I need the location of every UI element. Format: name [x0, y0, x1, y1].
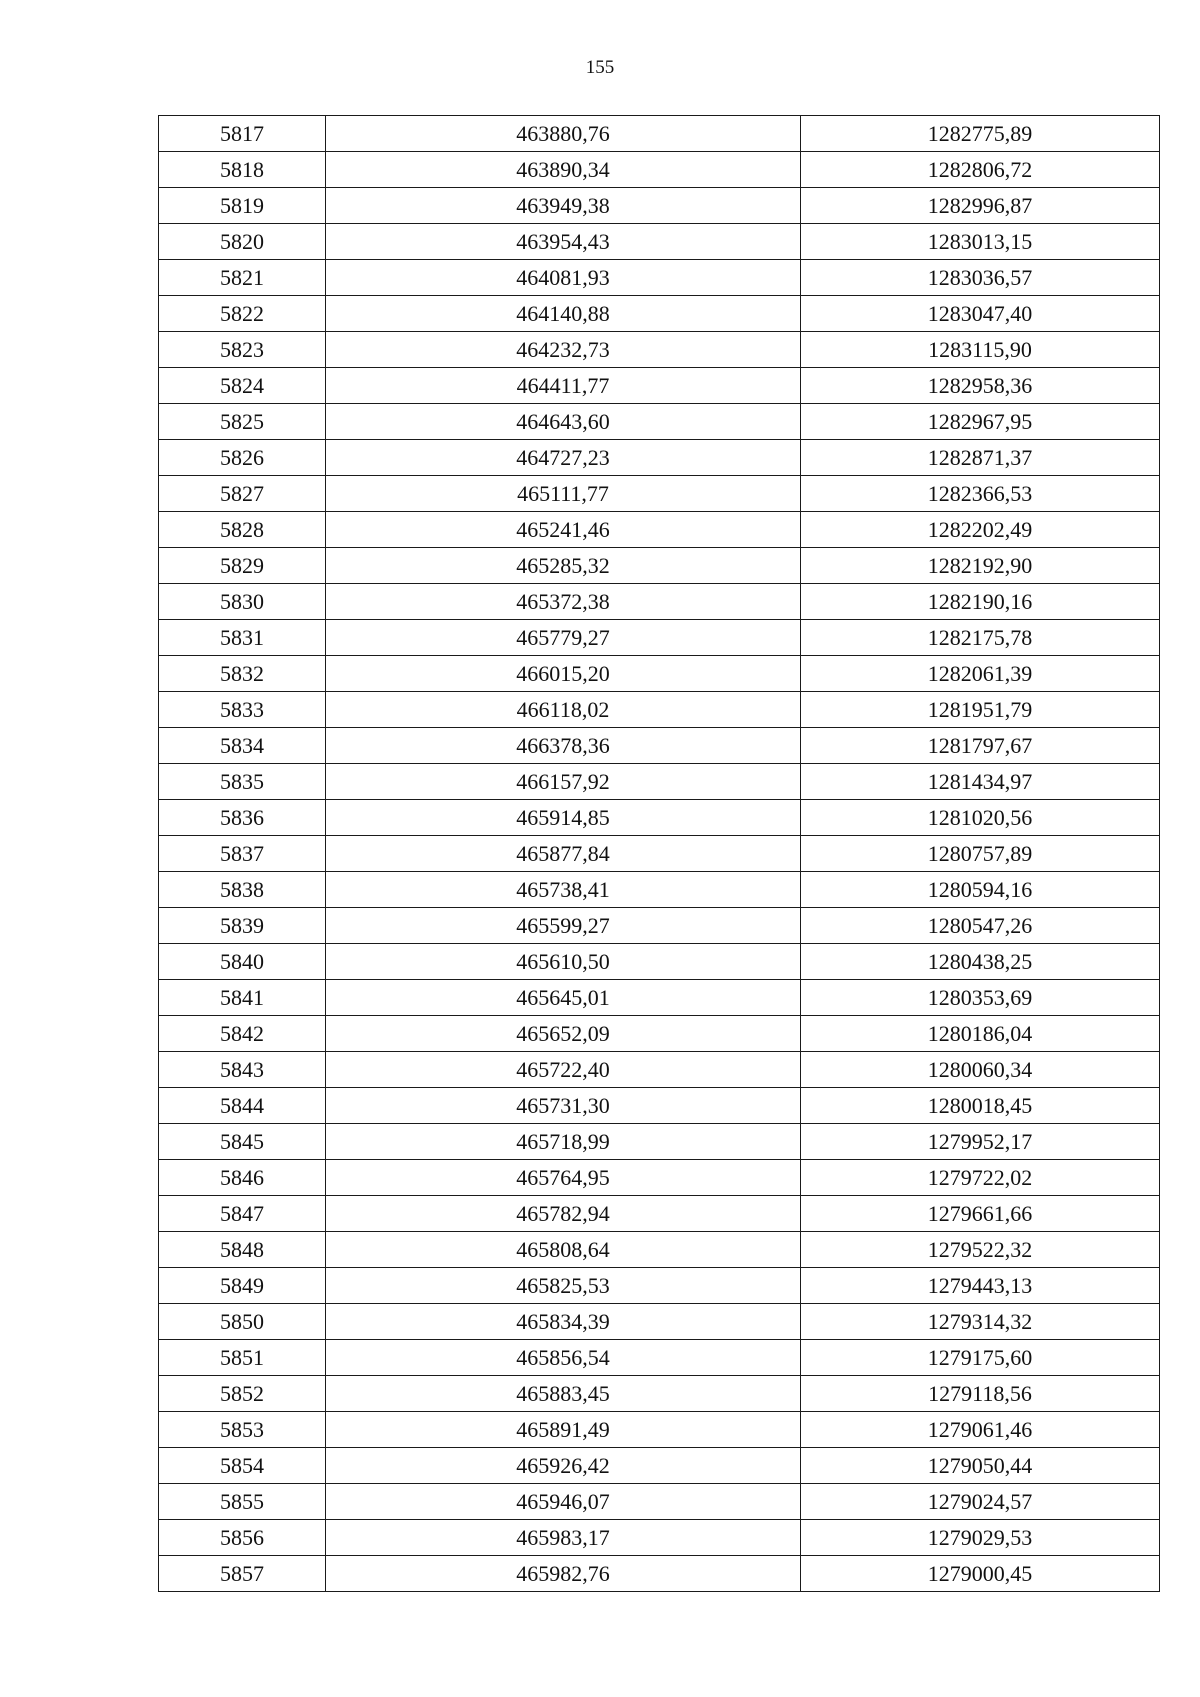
table-row	[159, 836, 1160, 872]
x-coordinate-cell: 463890,34	[326, 152, 801, 188]
table-row	[159, 1340, 1160, 1376]
point-number-cell: 5832	[159, 656, 326, 692]
point-number-cell: 5845	[159, 1124, 326, 1160]
y-coordinate-cell: 1281797,67	[801, 728, 1160, 764]
point-number-cell: 5826	[159, 440, 326, 476]
x-coordinate-cell: 463954,43	[326, 224, 801, 260]
y-coordinate-cell: 1282366,53	[801, 476, 1160, 512]
x-coordinate-cell: 465599,27	[326, 908, 801, 944]
point-number-cell: 5836	[159, 800, 326, 836]
y-coordinate-cell: 1282871,37	[801, 440, 1160, 476]
y-coordinate-cell: 1282190,16	[801, 584, 1160, 620]
point-number-cell: 5825	[159, 404, 326, 440]
point-number-cell: 5819	[159, 188, 326, 224]
y-coordinate-cell: 1279314,32	[801, 1304, 1160, 1340]
point-number-cell: 5854	[159, 1448, 326, 1484]
table-row	[159, 476, 1160, 512]
point-number-cell: 5824	[159, 368, 326, 404]
y-coordinate-cell: 1282996,87	[801, 188, 1160, 224]
table-row	[159, 728, 1160, 764]
y-coordinate-cell: 1280353,69	[801, 980, 1160, 1016]
table-row	[159, 908, 1160, 944]
x-coordinate-cell: 465983,17	[326, 1520, 801, 1556]
x-coordinate-cell: 465914,85	[326, 800, 801, 836]
point-number-cell: 5842	[159, 1016, 326, 1052]
x-coordinate-cell: 464411,77	[326, 368, 801, 404]
y-coordinate-cell: 1279029,53	[801, 1520, 1160, 1556]
y-coordinate-cell: 1279000,45	[801, 1556, 1160, 1592]
x-coordinate-cell: 465731,30	[326, 1088, 801, 1124]
y-coordinate-cell: 1283047,40	[801, 296, 1160, 332]
table-row	[159, 404, 1160, 440]
x-coordinate-cell: 464643,60	[326, 404, 801, 440]
table-row	[159, 152, 1160, 188]
table-row	[159, 980, 1160, 1016]
y-coordinate-cell: 1279952,17	[801, 1124, 1160, 1160]
table-row	[159, 296, 1160, 332]
table-row	[159, 1484, 1160, 1520]
point-number-cell: 5849	[159, 1268, 326, 1304]
table-row	[159, 800, 1160, 836]
point-number-cell: 5851	[159, 1340, 326, 1376]
x-coordinate-cell: 465834,39	[326, 1304, 801, 1340]
x-coordinate-cell: 466015,20	[326, 656, 801, 692]
y-coordinate-cell: 1282967,95	[801, 404, 1160, 440]
table-row	[159, 1232, 1160, 1268]
table-row	[159, 620, 1160, 656]
table-row	[159, 548, 1160, 584]
point-number-cell: 5817	[159, 116, 326, 152]
coordinates-table-body	[159, 116, 1160, 1592]
y-coordinate-cell: 1282202,49	[801, 512, 1160, 548]
y-coordinate-cell: 1281951,79	[801, 692, 1160, 728]
table-row	[159, 872, 1160, 908]
point-number-cell: 5820	[159, 224, 326, 260]
y-coordinate-cell: 1279175,60	[801, 1340, 1160, 1376]
y-coordinate-cell: 1280060,34	[801, 1052, 1160, 1088]
x-coordinate-cell: 465982,76	[326, 1556, 801, 1592]
point-number-cell: 5844	[159, 1088, 326, 1124]
y-coordinate-cell: 1281434,97	[801, 764, 1160, 800]
table-row	[159, 188, 1160, 224]
x-coordinate-cell: 463949,38	[326, 188, 801, 224]
y-coordinate-cell: 1282175,78	[801, 620, 1160, 656]
y-coordinate-cell: 1282775,89	[801, 116, 1160, 152]
x-coordinate-cell: 465825,53	[326, 1268, 801, 1304]
point-number-cell: 5829	[159, 548, 326, 584]
x-coordinate-cell: 465779,27	[326, 620, 801, 656]
table-row	[159, 656, 1160, 692]
x-coordinate-cell: 465877,84	[326, 836, 801, 872]
coordinates-table	[158, 115, 1160, 1592]
point-number-cell: 5846	[159, 1160, 326, 1196]
table-row	[159, 1052, 1160, 1088]
table-row	[159, 1448, 1160, 1484]
table-row	[159, 1088, 1160, 1124]
x-coordinate-cell: 464232,73	[326, 332, 801, 368]
point-number-cell: 5821	[159, 260, 326, 296]
point-number-cell: 5850	[159, 1304, 326, 1340]
y-coordinate-cell: 1282958,36	[801, 368, 1160, 404]
y-coordinate-cell: 1283036,57	[801, 260, 1160, 296]
point-number-cell: 5828	[159, 512, 326, 548]
point-number-cell: 5830	[159, 584, 326, 620]
y-coordinate-cell: 1280186,04	[801, 1016, 1160, 1052]
table-row	[159, 224, 1160, 260]
y-coordinate-cell: 1283115,90	[801, 332, 1160, 368]
x-coordinate-cell: 465111,77	[326, 476, 801, 512]
x-coordinate-cell: 465782,94	[326, 1196, 801, 1232]
point-number-cell: 5843	[159, 1052, 326, 1088]
y-coordinate-cell: 1279661,66	[801, 1196, 1160, 1232]
point-number-cell: 5856	[159, 1520, 326, 1556]
x-coordinate-cell: 465722,40	[326, 1052, 801, 1088]
page-number: 155	[585, 57, 615, 78]
y-coordinate-cell: 1280018,45	[801, 1088, 1160, 1124]
point-number-cell: 5855	[159, 1484, 326, 1520]
x-coordinate-cell: 464081,93	[326, 260, 801, 296]
table-row	[159, 1016, 1160, 1052]
point-number-cell: 5847	[159, 1196, 326, 1232]
point-number-cell: 5852	[159, 1376, 326, 1412]
table-row	[159, 764, 1160, 800]
point-number-cell: 5837	[159, 836, 326, 872]
x-coordinate-cell: 466118,02	[326, 692, 801, 728]
table-row	[159, 1304, 1160, 1340]
y-coordinate-cell: 1279443,13	[801, 1268, 1160, 1304]
y-coordinate-cell: 1279722,02	[801, 1160, 1160, 1196]
x-coordinate-cell: 465372,38	[326, 584, 801, 620]
x-coordinate-cell: 464140,88	[326, 296, 801, 332]
table-row	[159, 1556, 1160, 1592]
y-coordinate-cell: 1282806,72	[801, 152, 1160, 188]
x-coordinate-cell: 465883,45	[326, 1376, 801, 1412]
point-number-cell: 5822	[159, 296, 326, 332]
point-number-cell: 5848	[159, 1232, 326, 1268]
y-coordinate-cell: 1280594,16	[801, 872, 1160, 908]
x-coordinate-cell: 463880,76	[326, 116, 801, 152]
y-coordinate-cell: 1279050,44	[801, 1448, 1160, 1484]
x-coordinate-cell: 465808,64	[326, 1232, 801, 1268]
x-coordinate-cell: 465891,49	[326, 1412, 801, 1448]
point-number-cell: 5841	[159, 980, 326, 1016]
point-number-cell: 5831	[159, 620, 326, 656]
y-coordinate-cell: 1279118,56	[801, 1376, 1160, 1412]
point-number-cell: 5823	[159, 332, 326, 368]
x-coordinate-cell: 465856,54	[326, 1340, 801, 1376]
y-coordinate-cell: 1283013,15	[801, 224, 1160, 260]
table-row	[159, 116, 1160, 152]
y-coordinate-cell: 1279522,32	[801, 1232, 1160, 1268]
table-row	[159, 1412, 1160, 1448]
table-row	[159, 440, 1160, 476]
point-number-cell: 5857	[159, 1556, 326, 1592]
x-coordinate-cell: 466378,36	[326, 728, 801, 764]
x-coordinate-cell: 465645,01	[326, 980, 801, 1016]
point-number-cell: 5818	[159, 152, 326, 188]
x-coordinate-cell: 465610,50	[326, 944, 801, 980]
y-coordinate-cell: 1280547,26	[801, 908, 1160, 944]
y-coordinate-cell: 1280438,25	[801, 944, 1160, 980]
y-coordinate-cell: 1282192,90	[801, 548, 1160, 584]
y-coordinate-cell: 1280757,89	[801, 836, 1160, 872]
x-coordinate-cell: 465241,46	[326, 512, 801, 548]
table-row	[159, 1196, 1160, 1232]
point-number-cell: 5840	[159, 944, 326, 980]
point-number-cell: 5838	[159, 872, 326, 908]
table-row	[159, 1160, 1160, 1196]
x-coordinate-cell: 465718,99	[326, 1124, 801, 1160]
table-row	[159, 584, 1160, 620]
table-row	[159, 1376, 1160, 1412]
x-coordinate-cell: 465946,07	[326, 1484, 801, 1520]
x-coordinate-cell: 465285,32	[326, 548, 801, 584]
y-coordinate-cell: 1282061,39	[801, 656, 1160, 692]
x-coordinate-cell: 466157,92	[326, 764, 801, 800]
y-coordinate-cell: 1279061,46	[801, 1412, 1160, 1448]
x-coordinate-cell: 465738,41	[326, 872, 801, 908]
table-row	[159, 512, 1160, 548]
point-number-cell: 5827	[159, 476, 326, 512]
x-coordinate-cell: 465926,42	[326, 1448, 801, 1484]
table-row	[159, 1124, 1160, 1160]
table-row	[159, 944, 1160, 980]
x-coordinate-cell: 464727,23	[326, 440, 801, 476]
table-row	[159, 368, 1160, 404]
table-row	[159, 1268, 1160, 1304]
y-coordinate-cell: 1279024,57	[801, 1484, 1160, 1520]
point-number-cell: 5853	[159, 1412, 326, 1448]
table-row	[159, 260, 1160, 296]
x-coordinate-cell: 465764,95	[326, 1160, 801, 1196]
point-number-cell: 5839	[159, 908, 326, 944]
point-number-cell: 5833	[159, 692, 326, 728]
y-coordinate-cell: 1281020,56	[801, 800, 1160, 836]
table-row	[159, 332, 1160, 368]
table-row	[159, 692, 1160, 728]
point-number-cell: 5834	[159, 728, 326, 764]
table-row	[159, 1520, 1160, 1556]
point-number-cell: 5835	[159, 764, 326, 800]
x-coordinate-cell: 465652,09	[326, 1016, 801, 1052]
